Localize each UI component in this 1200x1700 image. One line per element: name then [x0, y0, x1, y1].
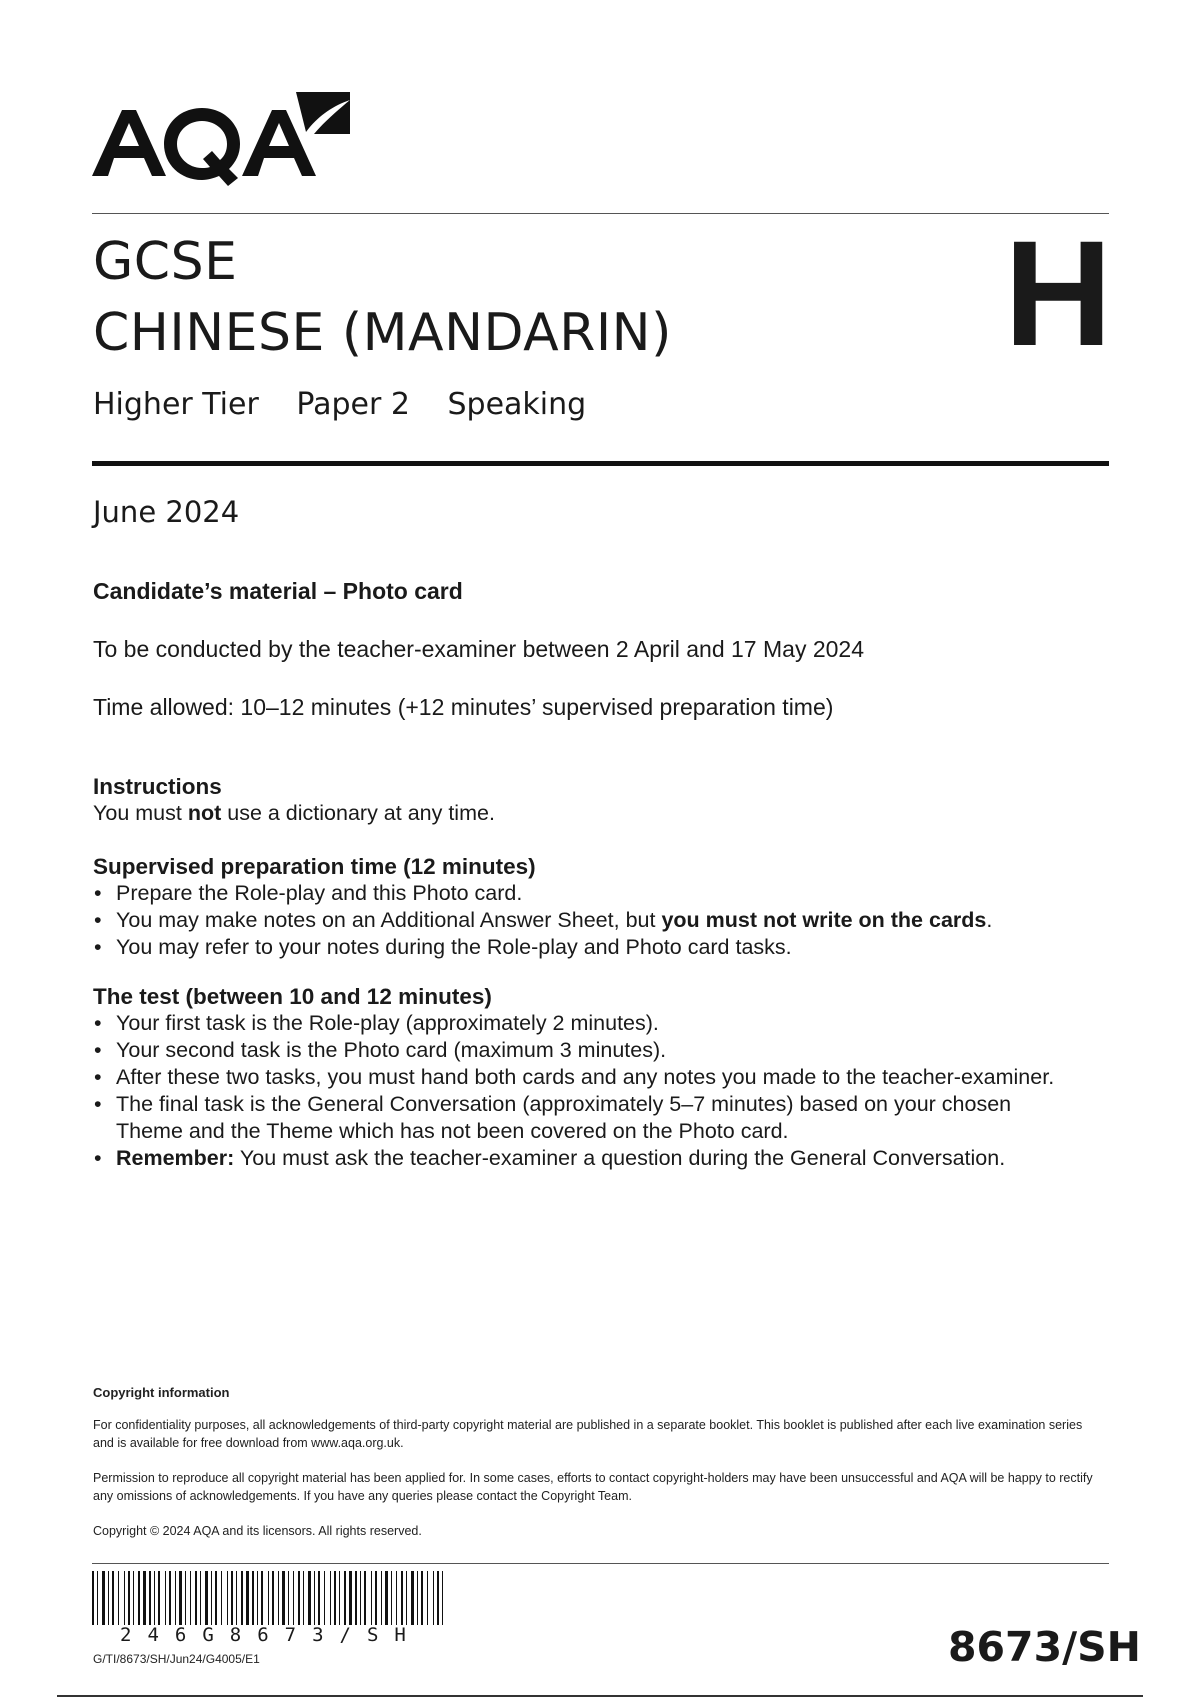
barcode-bar	[442, 1571, 443, 1625]
list-item: • The final task is the General Conversation (approximately 5–7 minutes) based on your chosen Theme and the Theme which has not been covered on the Photo card.	[93, 1091, 1076, 1145]
material-title: Candidate’s material – Photo card	[93, 578, 463, 604]
list-item: • You may make notes on an Additional Answer Sheet, but you must not write on the cards.	[93, 907, 1113, 934]
conduct-dates: To be conducted by the teacher-examiner between 2 April and 17 May 2024	[93, 636, 864, 662]
preparation-list	[93, 880, 1113, 961]
barcode-bar	[298, 1571, 300, 1625]
title-divider	[92, 461, 1109, 466]
barcode-bar	[364, 1571, 366, 1625]
barcode-bar	[179, 1571, 182, 1625]
barcode-bar	[165, 1571, 166, 1625]
barcode-bar	[371, 1571, 372, 1625]
barcode-bar	[272, 1571, 274, 1625]
barcode-bar	[108, 1571, 109, 1625]
tier-letter: H	[1004, 209, 1113, 377]
barcode-bar	[427, 1571, 428, 1625]
barcode-bar	[360, 1571, 361, 1625]
barcode-bar	[385, 1571, 388, 1625]
copyright-notice: Copyright © 2024 AQA and its licensors. All rights reserved.	[93, 1524, 422, 1538]
paper-info	[93, 385, 614, 425]
barcode-bar	[205, 1571, 208, 1625]
barcode-bar	[282, 1571, 285, 1625]
barcode-bar	[128, 1571, 130, 1625]
barcode-bar	[252, 1571, 254, 1625]
barcode-bar	[227, 1571, 228, 1625]
barcode-bar	[334, 1571, 336, 1625]
barcode-bar	[112, 1571, 114, 1625]
barcode-bar	[221, 1571, 222, 1625]
paper-code: 8673/SH	[948, 1623, 1141, 1671]
barcode-bar	[278, 1571, 279, 1625]
instructions-heading: Instructions	[93, 774, 222, 799]
barcode-bar	[195, 1571, 197, 1625]
barcode-bar	[411, 1571, 414, 1625]
barcode-bar	[324, 1571, 325, 1625]
barcode-bar	[339, 1571, 340, 1625]
barcode-bar	[375, 1571, 377, 1625]
barcode-bar	[381, 1571, 382, 1625]
document-reference: G/TI/8673/SH/Jun24/G4005/E1	[93, 1652, 260, 1666]
barcode-bar	[396, 1571, 397, 1625]
instructions-body	[93, 578, 1113, 1172]
barcode-bar	[261, 1571, 263, 1625]
header-divider	[92, 213, 1109, 214]
list-item: • After these two tasks, you must hand both cards and any notes you made to the teacher-examiner.	[93, 1064, 1113, 1091]
barcode-bar	[124, 1571, 125, 1625]
barcode-bar	[437, 1571, 439, 1625]
barcode-bar	[349, 1571, 352, 1625]
barcode-bar	[433, 1571, 434, 1625]
list-item: • You may refer to your notes during the Role-play and Photo card tasks.	[93, 934, 1113, 961]
barcode-bar	[355, 1571, 357, 1625]
qualification: GCSE	[93, 232, 238, 292]
barcode-bar	[417, 1571, 418, 1625]
preparation-heading: Supervised preparation time (12 minutes)	[93, 854, 536, 879]
barcode-bar	[118, 1571, 119, 1625]
tier-label: Higher Tier	[93, 387, 259, 422]
barcode-bar	[303, 1571, 304, 1625]
barcode-bar	[308, 1571, 311, 1625]
barcode-bar	[293, 1571, 294, 1625]
paper-label: Paper 2	[296, 387, 410, 422]
barcode-bar	[143, 1571, 146, 1625]
barcode-bar	[102, 1571, 105, 1625]
copyright-section	[93, 1384, 1093, 1540]
barcode-bar	[231, 1571, 233, 1625]
dictionary-instruction: You must not use a dictionary at any time.	[93, 801, 495, 825]
list-item: • Prepare the Role-play and this Photo card.	[93, 880, 1113, 907]
barcode-bar	[133, 1571, 134, 1625]
test-list	[93, 1010, 1113, 1172]
barcode-bar	[154, 1571, 155, 1625]
barcode-bar	[241, 1571, 243, 1625]
barcode-bar	[401, 1571, 403, 1625]
exam-date: June 2024	[93, 495, 240, 529]
barcode-bar	[158, 1571, 160, 1625]
barcode-bar	[190, 1571, 191, 1625]
time-allowed: Time allowed: 10–12 minutes (+12 minutes’ supervised preparation time)	[93, 694, 834, 720]
barcode-bar	[391, 1571, 392, 1625]
barcode-bar	[268, 1571, 269, 1625]
barcode-bar	[97, 1571, 98, 1625]
barcode-bar	[200, 1571, 201, 1625]
barcode-bar	[344, 1571, 346, 1625]
barcode-bar	[236, 1571, 237, 1625]
test-heading: The test (between 10 and 12 minutes)	[93, 984, 492, 1009]
barcode-bar	[149, 1571, 151, 1625]
barcode-bar	[330, 1571, 331, 1625]
barcode-bar	[314, 1571, 315, 1625]
barcode-digits: 246G8673/SH	[120, 1624, 422, 1646]
barcode-bar	[421, 1571, 423, 1625]
footer-divider	[92, 1563, 1109, 1564]
list-item: • Your first task is the Role-play (approximately 2 minutes).	[93, 1010, 1113, 1037]
copyright-para: Permission to reproduce all copyright material has been applied for. In some cases, efforts to contact copyright-holders may have been unsuccessful and AQA will be happy to rectify any omissions of acknowledgements. If you have any queries please contact the Copyright Team.	[93, 1471, 1093, 1503]
barcode-bar	[175, 1571, 176, 1625]
barcode-bar	[185, 1571, 186, 1625]
page-edge-rule	[57, 1695, 1143, 1697]
subject-title: CHINESE (MANDARIN)	[93, 303, 672, 363]
barcode-bar	[318, 1571, 320, 1625]
barcode-bar	[92, 1571, 94, 1625]
component-label: Speaking	[447, 387, 587, 422]
barcode	[92, 1571, 446, 1625]
aqa-logo	[92, 88, 362, 188]
barcode-bar	[169, 1571, 171, 1625]
list-item: • Remember: You must ask the teacher-examiner a question during the General Conversation.	[93, 1145, 1113, 1172]
copyright-para: For confidentiality purposes, all acknowledgements of third-party copyright material are published in a separate booklet. This booklet is published after each live examination series and is available for free download from www.aqa.org.uk.	[93, 1418, 1083, 1450]
barcode-bar	[406, 1571, 407, 1625]
barcode-bar	[288, 1571, 289, 1625]
barcode-bar	[215, 1571, 217, 1625]
copyright-heading: Copyright information	[93, 1385, 230, 1400]
barcode-bar	[246, 1571, 249, 1625]
barcode-bar	[257, 1571, 258, 1625]
barcode-bar	[138, 1571, 140, 1625]
list-item: • Your second task is the Photo card (maximum 3 minutes).	[93, 1037, 1113, 1064]
barcode-bar	[211, 1571, 212, 1625]
